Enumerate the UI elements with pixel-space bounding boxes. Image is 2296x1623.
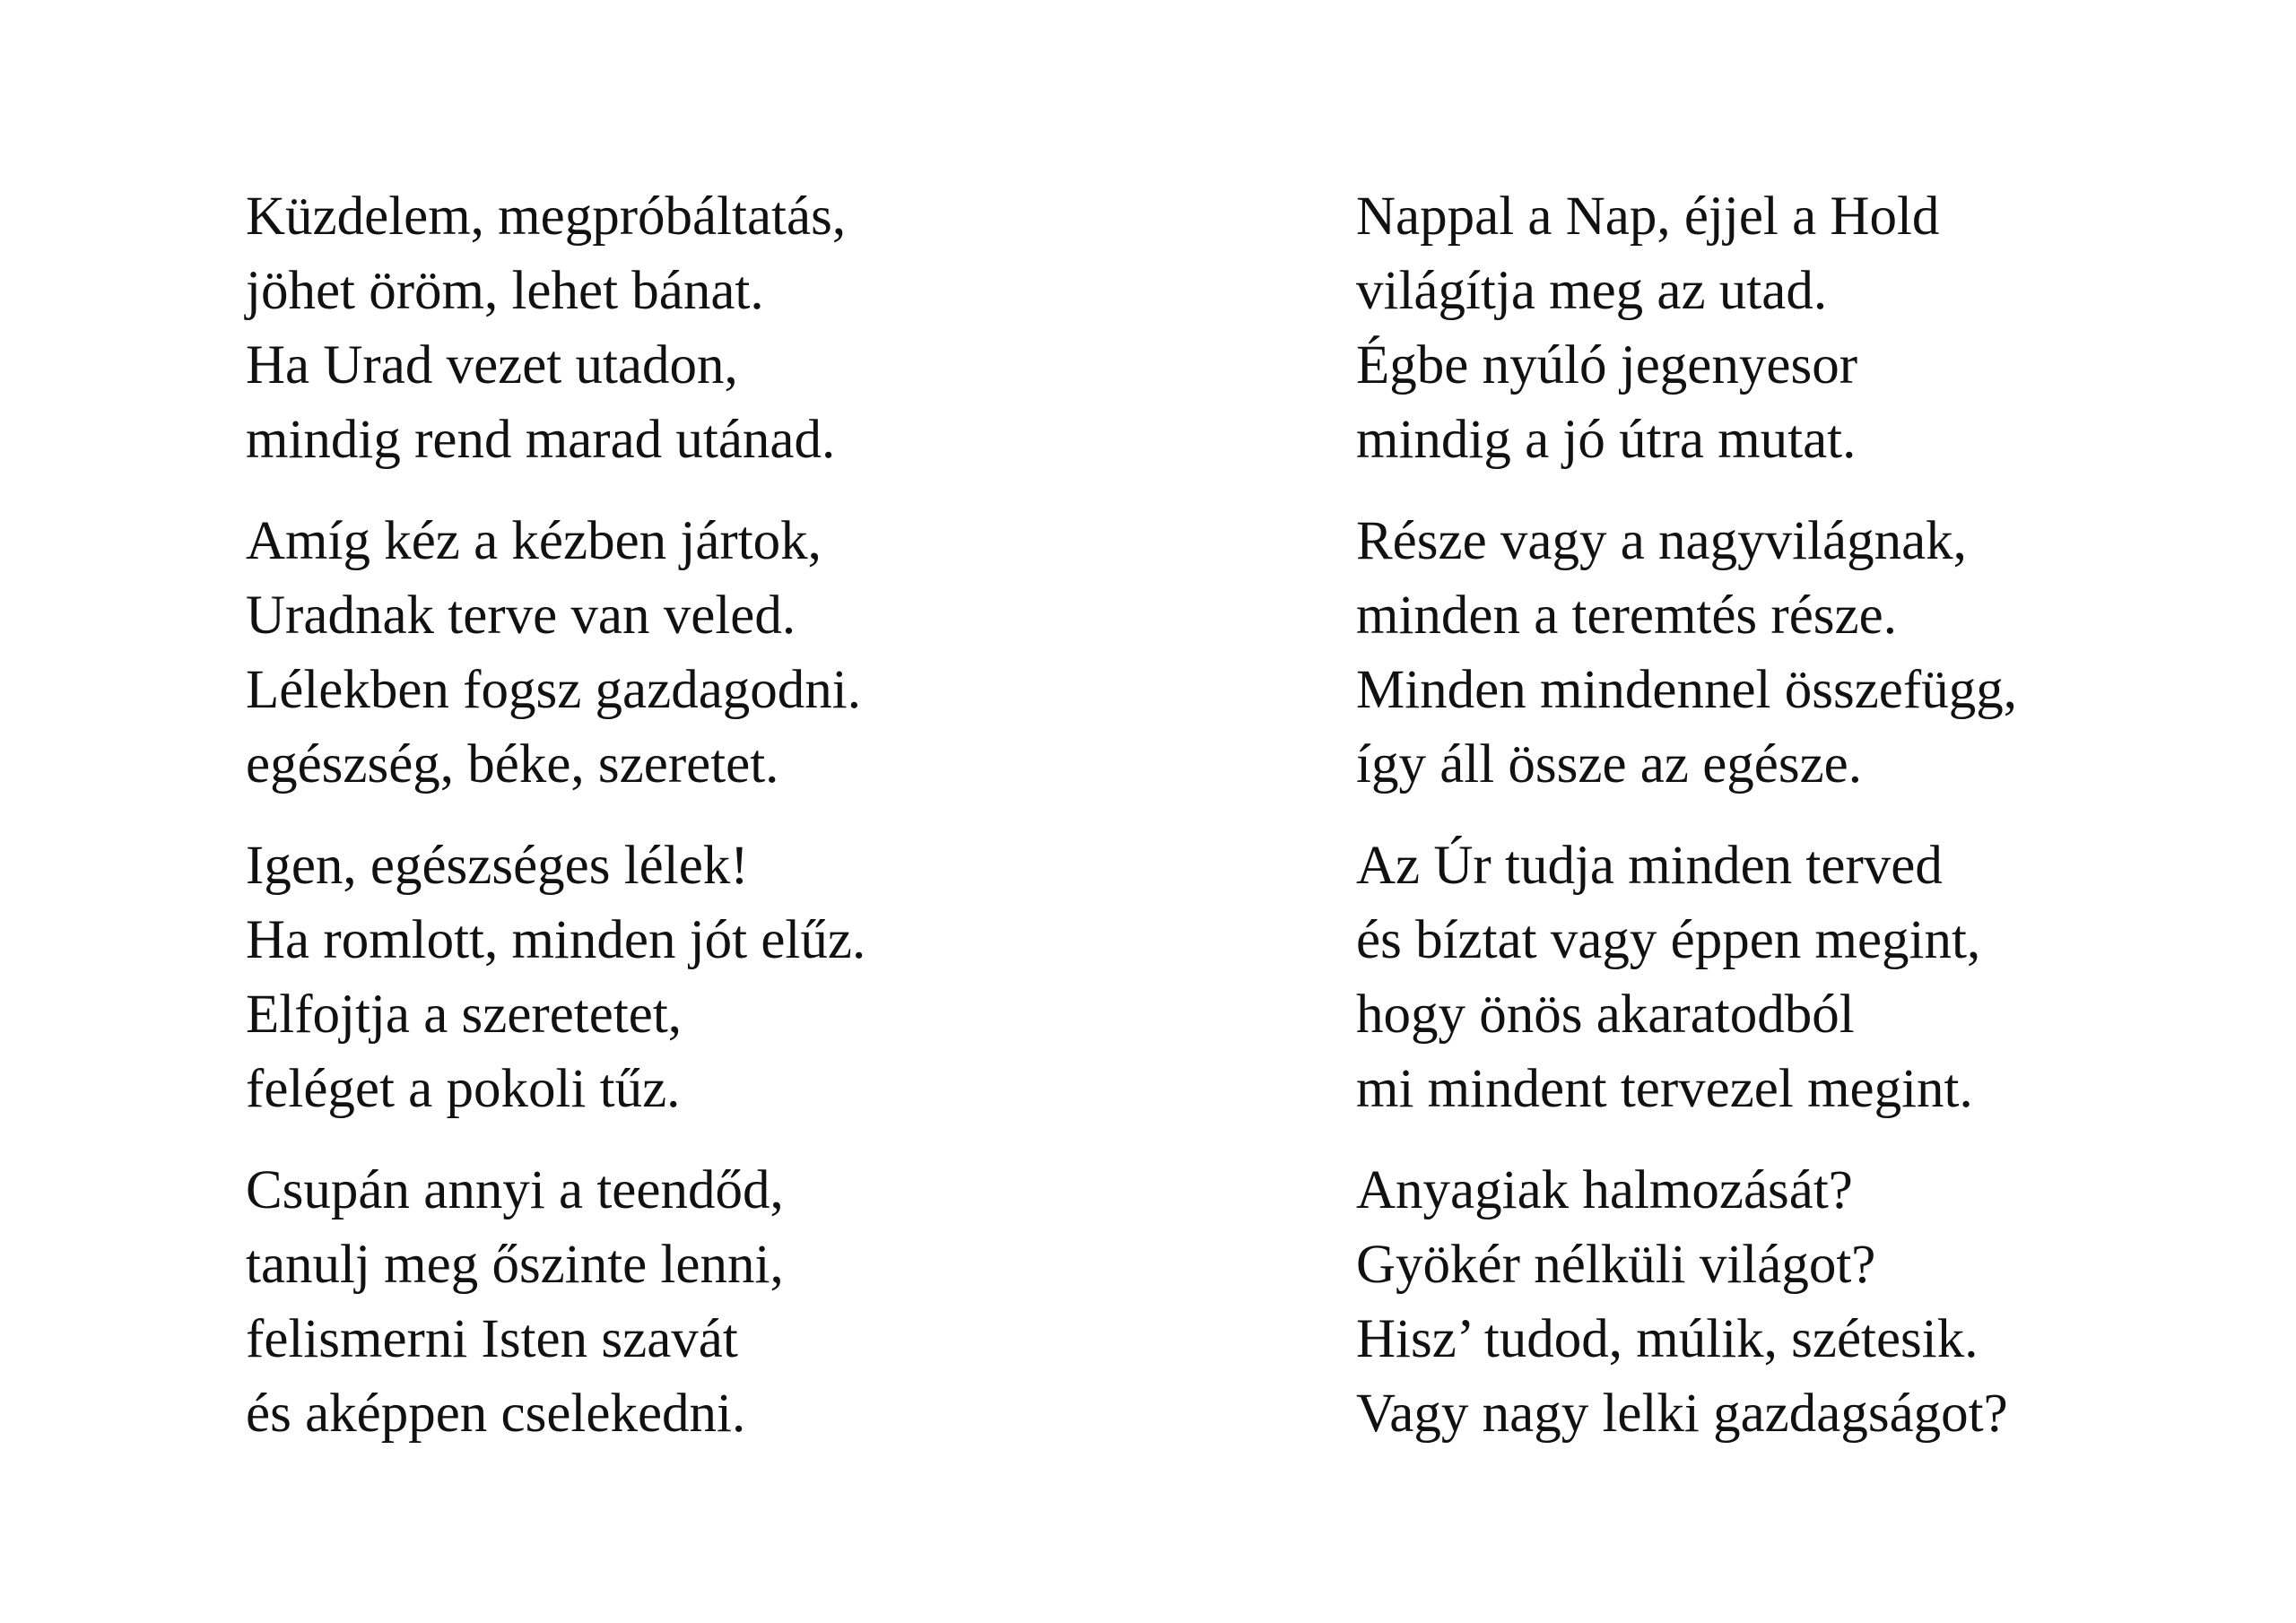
poem-line: Csupán annyi a teendőd,	[246, 1160, 784, 1220]
poem-line: Az Úr tudja minden terved	[1356, 836, 1943, 896]
poem-line: Égbe nyúló jegenyesor	[1356, 335, 1858, 395]
poem-line: Uradnak terve van veled.	[246, 586, 796, 646]
poem-line: mi mindent tervezel megint.	[1356, 1059, 1973, 1119]
poem-line: felismerni Isten szavát	[246, 1309, 738, 1369]
poem-line: Küzdelem, megpróbáltatás,	[246, 187, 847, 247]
poem-line: Ha Urad vezet utadon,	[246, 335, 738, 395]
stanza-1	[246, 179, 865, 504]
poem-line: hogy önös akaratodból	[1356, 985, 1855, 1045]
poem-line: Igen, egészséges lélek!	[246, 836, 749, 896]
poem-line: tanulj meg őszinte lenni,	[246, 1235, 784, 1295]
poem-line: Lélekben fogsz gazdagodni.	[246, 660, 861, 720]
stanza-3	[246, 829, 865, 1153]
poem-right-column	[1356, 179, 2017, 1478]
poem-line: egészség, béke, szeretet.	[246, 734, 779, 794]
poem-line: Anyagiak halmozását?	[1356, 1160, 1853, 1220]
poem-line: Ha romlott, minden jót elűz.	[246, 910, 866, 970]
poem-line: mindig a jó útra mutat.	[1356, 410, 1857, 470]
poem-line: Része vagy a nagyvilágnak,	[1356, 511, 1967, 571]
stanza-7	[1356, 829, 2017, 1153]
poem-line: mindig rend marad utánad.	[246, 410, 836, 470]
poem-line: világítja meg az utad.	[1356, 261, 1828, 321]
poem-line: Minden mindennel összefügg,	[1356, 660, 2017, 720]
poem-line: Nappal a Nap, éjjel a Hold	[1356, 187, 1940, 247]
poem-line: és aképpen cselekedni.	[246, 1384, 746, 1444]
poem-line: jöhet öröm, lehet bánat.	[246, 261, 764, 321]
poem-line: Hisz’ tudod, múlik, szétesik.	[1356, 1309, 1979, 1369]
poem-left-column	[246, 179, 865, 1478]
poem-line: feléget a pokoli tűz.	[246, 1059, 681, 1119]
poem-line: Gyökér nélküli világot?	[1356, 1235, 1876, 1295]
poem-line: így áll össze az egésze.	[1356, 734, 1862, 794]
stanza-6	[1356, 504, 2017, 829]
poem-line: Elfojtja a szeretetet,	[246, 985, 683, 1045]
poem-line: Vagy nagy lelki gazdagságot?	[1356, 1384, 2008, 1444]
stanza-5	[1356, 179, 2017, 504]
stanza-2	[246, 504, 865, 829]
poem-line: Amíg kéz a kézben jártok,	[246, 511, 822, 571]
stanza-8	[1356, 1153, 2017, 1478]
poem-line: és bíztat vagy éppen megint,	[1356, 910, 1981, 970]
poem-line: minden a teremtés része.	[1356, 586, 1897, 646]
stanza-4	[246, 1153, 865, 1478]
